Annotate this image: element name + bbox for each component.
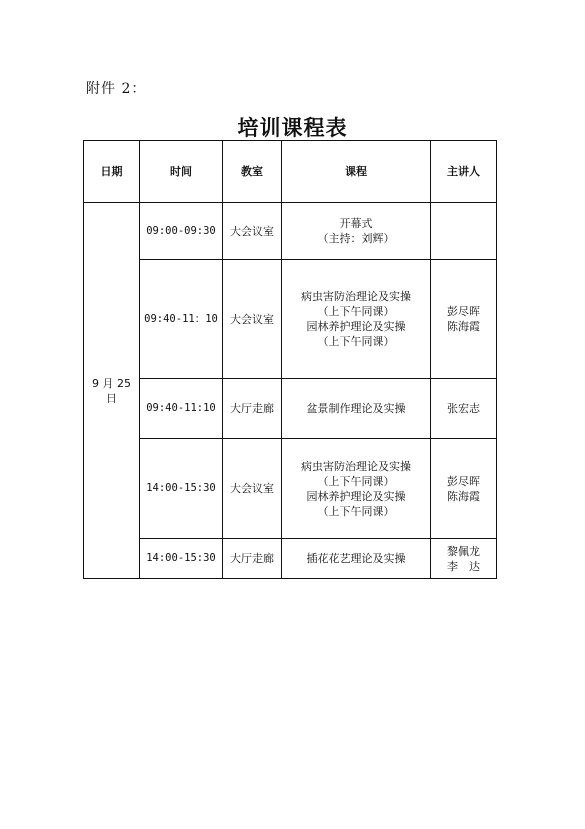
speaker-cell (431, 539, 497, 579)
course-line: 园林养护理论及实操 (306, 320, 406, 333)
room-cell: 大厅走廊 (223, 379, 282, 439)
table-row (84, 379, 497, 439)
room-cell: 大厅走廊 (223, 539, 282, 579)
speaker-cell (431, 260, 497, 379)
speaker-name: 彭尽晖 (447, 305, 480, 318)
speaker-name: 陈海霞 (447, 489, 480, 503)
course-line: 病虫害防治理论及实操 (301, 459, 411, 473)
speaker-cell (431, 203, 497, 260)
course-line: 盆景制作理论及实操 (306, 402, 406, 415)
time-cell: 09:40-11:10 (140, 379, 223, 439)
table-row (84, 203, 497, 260)
time-cell: 14:00-15:30 (140, 539, 223, 579)
table-row (84, 260, 497, 379)
attachment-label: 附件 2： (86, 81, 147, 97)
course-cell (282, 260, 431, 379)
header-date: 日期 (84, 141, 140, 203)
table-row (84, 439, 497, 539)
course-line: 插花花艺理论及实操 (306, 552, 406, 565)
course-cell (282, 439, 431, 539)
table-row (84, 539, 497, 579)
course-cell (282, 203, 431, 260)
header-time: 时间 (140, 141, 223, 203)
date-cell: 9 月 25 日 (84, 203, 140, 579)
room-cell: 大会议室 (223, 203, 282, 260)
course-cell (282, 379, 431, 439)
speaker-cell (431, 439, 497, 539)
course-line: （上下午同课） (317, 305, 395, 318)
page-title: 培训课程表 (237, 116, 348, 140)
course-line: （上下午同课） (317, 335, 395, 348)
course-line: （上下午同课） (317, 504, 395, 518)
course-line: （上下午同课） (317, 474, 395, 488)
speaker-name: 陈海霞 (447, 320, 480, 333)
room-cell: 大会议室 (223, 260, 282, 379)
course-line: 开幕式 (339, 217, 373, 230)
room-cell: 大会议室 (223, 439, 282, 539)
speaker-cell (431, 379, 497, 439)
time-cell: 09:40-11：10 (140, 260, 223, 379)
speaker-name: 张宏志 (447, 402, 480, 415)
header-speaker: 主讲人 (431, 141, 497, 203)
time-cell: 09:00-09:30 (140, 203, 223, 260)
course-cell (282, 539, 431, 579)
speaker-name: 黎佩龙 (447, 544, 480, 558)
speaker-name: 彭尽晖 (447, 474, 480, 488)
header-room: 教室 (223, 141, 282, 203)
course-line: 病虫害防治理论及实操 (301, 290, 411, 303)
schedule-table (83, 140, 497, 579)
header-course: 课程 (282, 141, 431, 203)
course-line: （主持：刘辉） (317, 232, 395, 245)
time-cell: 14:00-15:30 (140, 439, 223, 539)
speaker-name: 李 达 (447, 559, 480, 573)
header-row (84, 141, 497, 203)
course-line: 园林养护理论及实操 (306, 489, 406, 503)
